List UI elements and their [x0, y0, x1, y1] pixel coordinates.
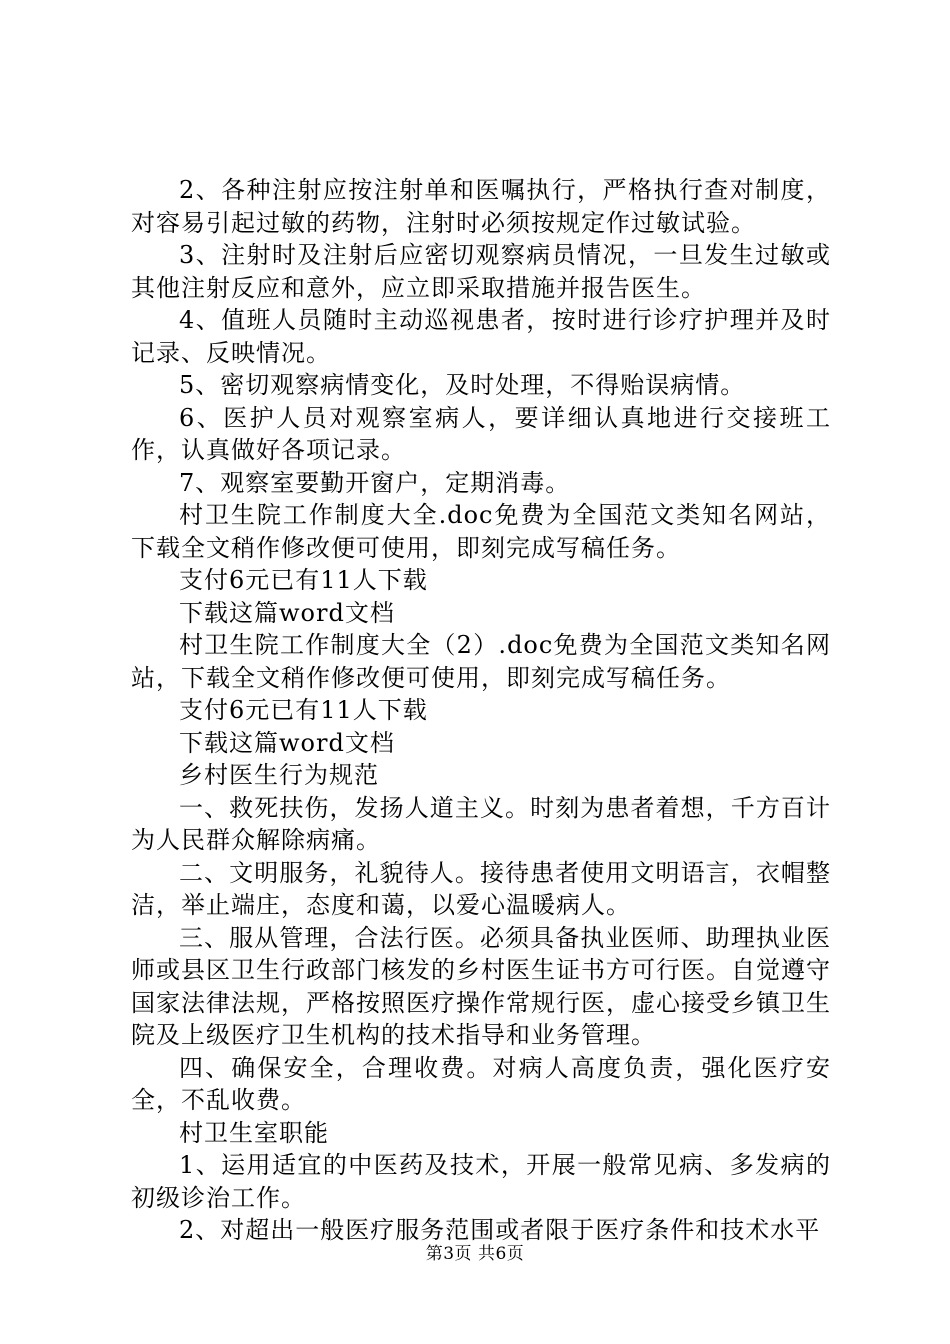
paragraph-conduct-1: 一、救死扶伤，发扬人道主义。时刻为患者着想，千方百计为人民群众解除病痛。 [131, 793, 831, 854]
paragraph-injection-order: 2、各种注射应按注射单和医嘱执行，严格执行查对制度，对容易引起过敏的药物，注射时必须按规定作过敏试验。 [131, 176, 831, 237]
download-price-text: 支付6元已有11人下载 [179, 566, 428, 594]
paragraph-conduct-4: 四、确保安全，合理收费。对病人高度负责，强化医疗安全，不乱收费。 [131, 1053, 831, 1114]
download-price-text-2: 支付6元已有11人下载 [179, 696, 428, 724]
document-body [131, 174, 831, 1247]
paragraph-function-1: 1、运用适宜的中医药及技术，开展一般常见病、多发病的初级诊治工作。 [131, 1151, 831, 1212]
paragraph-function-2: 2、对超出一般医疗服务范围或者限于医疗条件和技术水平 [179, 1216, 821, 1244]
download-promo-text: 村卫生院工作制度大全.doc免费为全国范文类知名网站，下载全文稍作修改便可使用，即刻完成写稿任务。 [131, 501, 831, 562]
paragraph-conduct-3: 三、服从管理，合法行医。必须具备执业医师、助理执业医师或县区卫生行政部门核发的乡村医生证书方可行医。自觉遵守国家法律法规，严格按照医疗操作常规行医，虚心接受乡镇卫生院及上级医疗卫生机构的技术指导和业务管理。 [131, 923, 831, 1049]
section-title-functions: 村卫生室职能 [179, 1118, 329, 1147]
paragraph-handover: 6、医护人员对观察室病人，要详细认真地进行交接班工作，认真做好各项记录。 [131, 403, 831, 464]
paragraph-conduct-2: 二、文明服务，礼貌待人。接待患者使用文明语言，衣帽整洁，举止端庄，态度和蔼，以爱心温暖病人。 [131, 858, 831, 919]
paragraph-ventilation: 7、观察室要勤开窗户，定期消毒。 [179, 468, 571, 497]
paragraph-injection-observation: 3、注射时及注射后应密切观察病员情况，一旦发生过敏或其他注射反应和意外，应立即采取措施并报告医生。 [131, 241, 831, 302]
page-number-footer: 第3页 共6页 [425, 1244, 525, 1264]
download-promo-text-2: 村卫生院工作制度大全（2）.doc免费为全国范文类知名网站，下载全文稍作修改便可使用，即刻完成写稿任务。 [131, 631, 831, 692]
download-word-link-2[interactable]: 下载这篇word文档 [179, 728, 395, 757]
paragraph-duty-patrol: 4、值班人员随时主动巡视患者，按时进行诊疗护理并及时记录、反映情况。 [131, 306, 831, 367]
download-word-link[interactable]: 下载这篇word文档 [179, 598, 395, 627]
paragraph-observe-condition: 5、密切观察病情变化，及时处理，不得贻误病情。 [179, 371, 746, 399]
section-title-conduct: 乡村医生行为规范 [179, 761, 379, 789]
